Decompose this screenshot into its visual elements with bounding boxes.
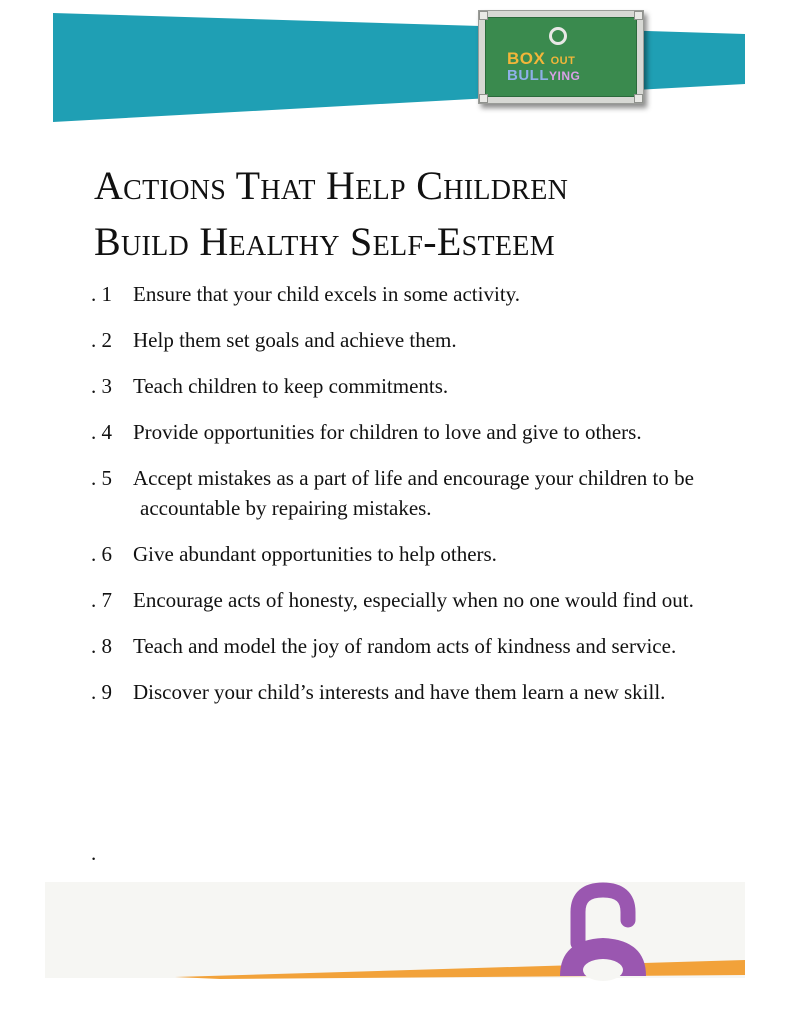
top-banner: [0, 0, 791, 130]
title-line-2: Build Healthy Self-Esteem: [94, 219, 555, 264]
trailing-mark: .: [91, 841, 97, 865]
item-number: . 4: [91, 420, 112, 444]
item-text: Provide opportunities for children to love and give to others.: [133, 420, 642, 444]
logo-word-out: OUT: [550, 55, 576, 67]
logo-text-line2: [507, 67, 580, 84]
item-number: . 2: [91, 328, 112, 352]
item-text: Teach children to keep commitments.: [133, 374, 449, 398]
item-text: Discover your child’s interests and have them learn a new skill.: [133, 680, 666, 704]
list-item: [91, 539, 731, 569]
item-text: Help them set goals and achieve them.: [133, 328, 457, 352]
item-number: . 8: [91, 634, 112, 658]
list-item: [91, 417, 731, 447]
logo-corner: [634, 94, 643, 103]
item-number: . 1: [91, 282, 112, 306]
logo-corner: [634, 11, 643, 20]
logo-corner: [479, 94, 488, 103]
list-item: [91, 677, 731, 707]
item-text: Accept mistakes as a part of life and encourage your children to be accountable by repairing mistakes.: [133, 466, 694, 520]
item-text: Teach and model the joy of random acts of kindness and service.: [133, 634, 677, 658]
item-text: Encourage acts of honesty, especially when no one would find out.: [133, 588, 694, 612]
logo-corner: [479, 11, 488, 20]
page-title: [94, 158, 754, 270]
list-item: [91, 279, 731, 309]
list-item: [91, 631, 731, 661]
title-line-1: Actions That Help Children: [94, 163, 569, 208]
item-number: . 5: [91, 466, 112, 490]
footer-decoration: [0, 880, 791, 1024]
item-number: . 6: [91, 542, 112, 566]
lock-icon: [549, 27, 567, 45]
logo-word-bull: BULL: [507, 67, 549, 84]
list-item: [91, 463, 731, 523]
item-text: Ensure that your child excels in some activity.: [133, 282, 521, 306]
actions-list: [91, 279, 731, 723]
box-out-bullying-logo: [478, 10, 644, 104]
list-item: [91, 371, 731, 401]
logo-text-line1: [507, 49, 575, 69]
logo-word-box: BOX: [507, 49, 546, 68]
logo-word-ying: YING: [549, 69, 581, 83]
item-number: . 9: [91, 680, 112, 704]
list-item: [91, 585, 731, 615]
list-item: [91, 325, 731, 355]
item-number: . 7: [91, 588, 112, 612]
item-text: Give abundant opportunities to help others.: [133, 542, 497, 566]
item-number: . 3: [91, 374, 112, 398]
